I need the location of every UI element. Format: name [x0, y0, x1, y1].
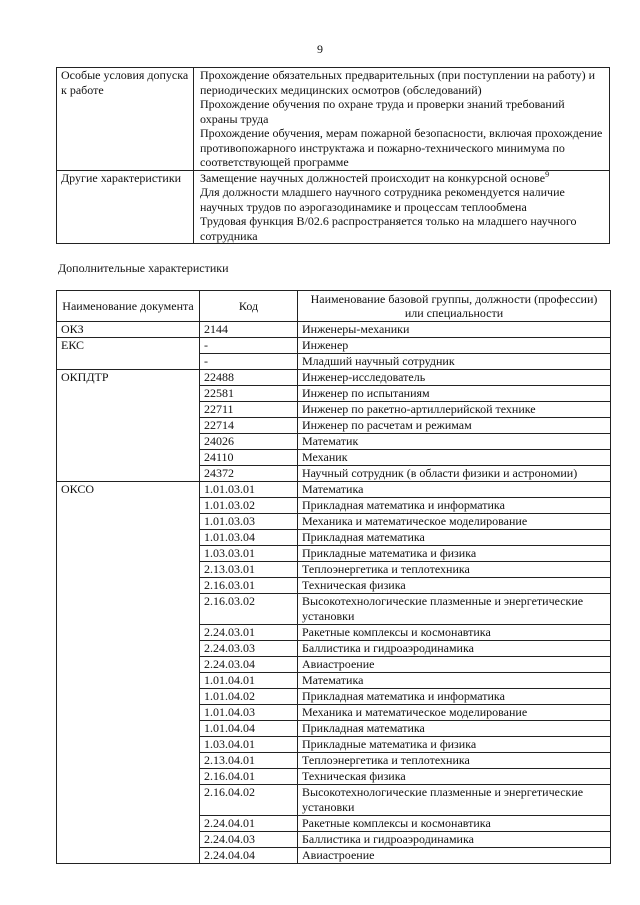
requirements-row-access [57, 68, 610, 171]
code-cell: 1.01.03.01 [200, 482, 298, 498]
name-cell: Ракетные комплексы и космонавтика [298, 816, 611, 832]
code-cell: 1.01.04.03 [200, 705, 298, 721]
header-document: Наименование документа [57, 291, 200, 322]
name-cell: Инженеры-механики [298, 322, 611, 338]
code-cell: 1.01.03.02 [200, 498, 298, 514]
code-cell: 24026 [200, 434, 298, 450]
name-cell: Математика [298, 482, 611, 498]
name-cell: Инженер по испытаниям [298, 386, 611, 402]
name-cell: Техническая физика [298, 578, 611, 594]
table-row [57, 482, 611, 498]
requirement-line: Прохождение обязательных предварительных (при поступлении на работу) и периодических медицинских осмотров (обследований) [200, 68, 596, 97]
code-cell: 1.03.04.01 [200, 737, 298, 753]
header-code: Код [200, 291, 298, 322]
additional-characteristics-table [56, 290, 611, 864]
code-cell: 2.16.04.02 [200, 785, 298, 816]
page-number: 9 [317, 42, 323, 56]
requirements-content [194, 170, 610, 244]
requirement-line: Для должности младшего научного сотрудника рекомендуется наличие научных трудов по аэрогазодинамике и процессам теплообмена [200, 185, 565, 214]
code-cell: 1.03.03.01 [200, 546, 298, 562]
code-cell: 1.01.03.03 [200, 514, 298, 530]
name-cell: Инженер [298, 338, 611, 354]
code-cell: 2.13.04.01 [200, 753, 298, 769]
name-cell: Прикладная математика и информатика [298, 689, 611, 705]
requirement-line [200, 171, 605, 186]
requirements-row-other [57, 170, 610, 244]
document-cell: ОКПДТР [57, 370, 200, 482]
name-cell: Математик [298, 434, 611, 450]
name-cell: Младший научный сотрудник [298, 354, 611, 370]
code-cell: 1.01.04.01 [200, 673, 298, 689]
requirements-label: Особые условия допуска к работе [57, 68, 194, 171]
code-cell: 2.24.04.01 [200, 816, 298, 832]
document-cell: ОКСО [57, 482, 200, 864]
name-cell: Инженер по расчетам и режимам [298, 418, 611, 434]
code-cell: - [200, 338, 298, 354]
code-cell: 22581 [200, 386, 298, 402]
code-cell: 2.24.03.01 [200, 625, 298, 641]
code-cell: 2.24.04.03 [200, 832, 298, 848]
requirement-line: Трудовая функция В/02.6 распространяется только на младшего научного сотрудника [200, 214, 577, 243]
table-row [57, 338, 611, 354]
name-cell: Механик [298, 450, 611, 466]
name-cell: Прикладная математика [298, 721, 611, 737]
name-cell: Механика и математическое моделирование [298, 514, 611, 530]
name-cell: Высокотехнологические плазменные и энергетические установки [298, 594, 611, 625]
name-cell: Техническая физика [298, 769, 611, 785]
table-body [57, 322, 611, 864]
name-cell: Прикладные математика и физика [298, 546, 611, 562]
name-cell: Баллистика и гидроаэродинамика [298, 832, 611, 848]
name-cell: Авиастроение [298, 848, 611, 864]
table-row [57, 370, 611, 386]
header-name: Наименование базовой группы, должности (профессии) или специальности [298, 291, 611, 322]
name-cell: Прикладная математика [298, 530, 611, 546]
requirements-content [194, 68, 610, 171]
requirement-line-text: Замещение научных должностей происходит на конкурсной основе [200, 170, 546, 185]
code-cell: 2.16.03.01 [200, 578, 298, 594]
code-cell: 2.16.04.01 [200, 769, 298, 785]
code-cell: 22711 [200, 402, 298, 418]
footnote-marker: 9 [545, 169, 550, 179]
requirements-label: Другие характеристики [57, 170, 194, 244]
name-cell: Инженер по ракетно-артиллерийской технике [298, 402, 611, 418]
code-cell: 1.01.04.04 [200, 721, 298, 737]
name-cell: Авиастроение [298, 657, 611, 673]
name-cell: Баллистика и гидроаэродинамика [298, 641, 611, 657]
document-cell: ОКЗ [57, 322, 200, 338]
name-cell: Математика [298, 673, 611, 689]
requirement-line: Прохождение обучения, мерам пожарной безопасности, включая прохождение противопожарного инструктажа и пожарно-технического минимума по соответствующей программе [200, 126, 603, 169]
code-cell: 22714 [200, 418, 298, 434]
code-cell: 2.16.03.02 [200, 594, 298, 625]
code-cell: 2.24.04.04 [200, 848, 298, 864]
code-cell: 2.13.03.01 [200, 562, 298, 578]
code-cell: 24372 [200, 466, 298, 482]
name-cell: Теплоэнергетика и теплотехника [298, 562, 611, 578]
requirements-table [56, 67, 610, 244]
name-cell: Ракетные комплексы и космонавтика [298, 625, 611, 641]
code-cell: 22488 [200, 370, 298, 386]
name-cell: Инженер-исследователь [298, 370, 611, 386]
name-cell: Высокотехнологические плазменные и энергетические установки [298, 785, 611, 816]
requirement-line: Прохождение обучения по охране труда и проверки знаний требований охраны труда [200, 97, 565, 126]
table-header-row [57, 291, 611, 322]
code-cell: 2.24.03.04 [200, 657, 298, 673]
document-cell: ЕКС [57, 338, 200, 370]
name-cell: Механика и математическое моделирование [298, 705, 611, 721]
name-cell: Прикладная математика и информатика [298, 498, 611, 514]
code-cell: 1.01.04.02 [200, 689, 298, 705]
code-cell: - [200, 354, 298, 370]
code-cell: 24110 [200, 450, 298, 466]
name-cell: Прикладные математика и физика [298, 737, 611, 753]
code-cell: 2144 [200, 322, 298, 338]
code-cell: 2.24.03.03 [200, 641, 298, 657]
name-cell: Научный сотрудник (в области физики и астрономии) [298, 466, 611, 482]
name-cell: Теплоэнергетика и теплотехника [298, 753, 611, 769]
section-title: Дополнительные характеристики [58, 261, 229, 275]
table-row [57, 322, 611, 338]
code-cell: 1.01.03.04 [200, 530, 298, 546]
